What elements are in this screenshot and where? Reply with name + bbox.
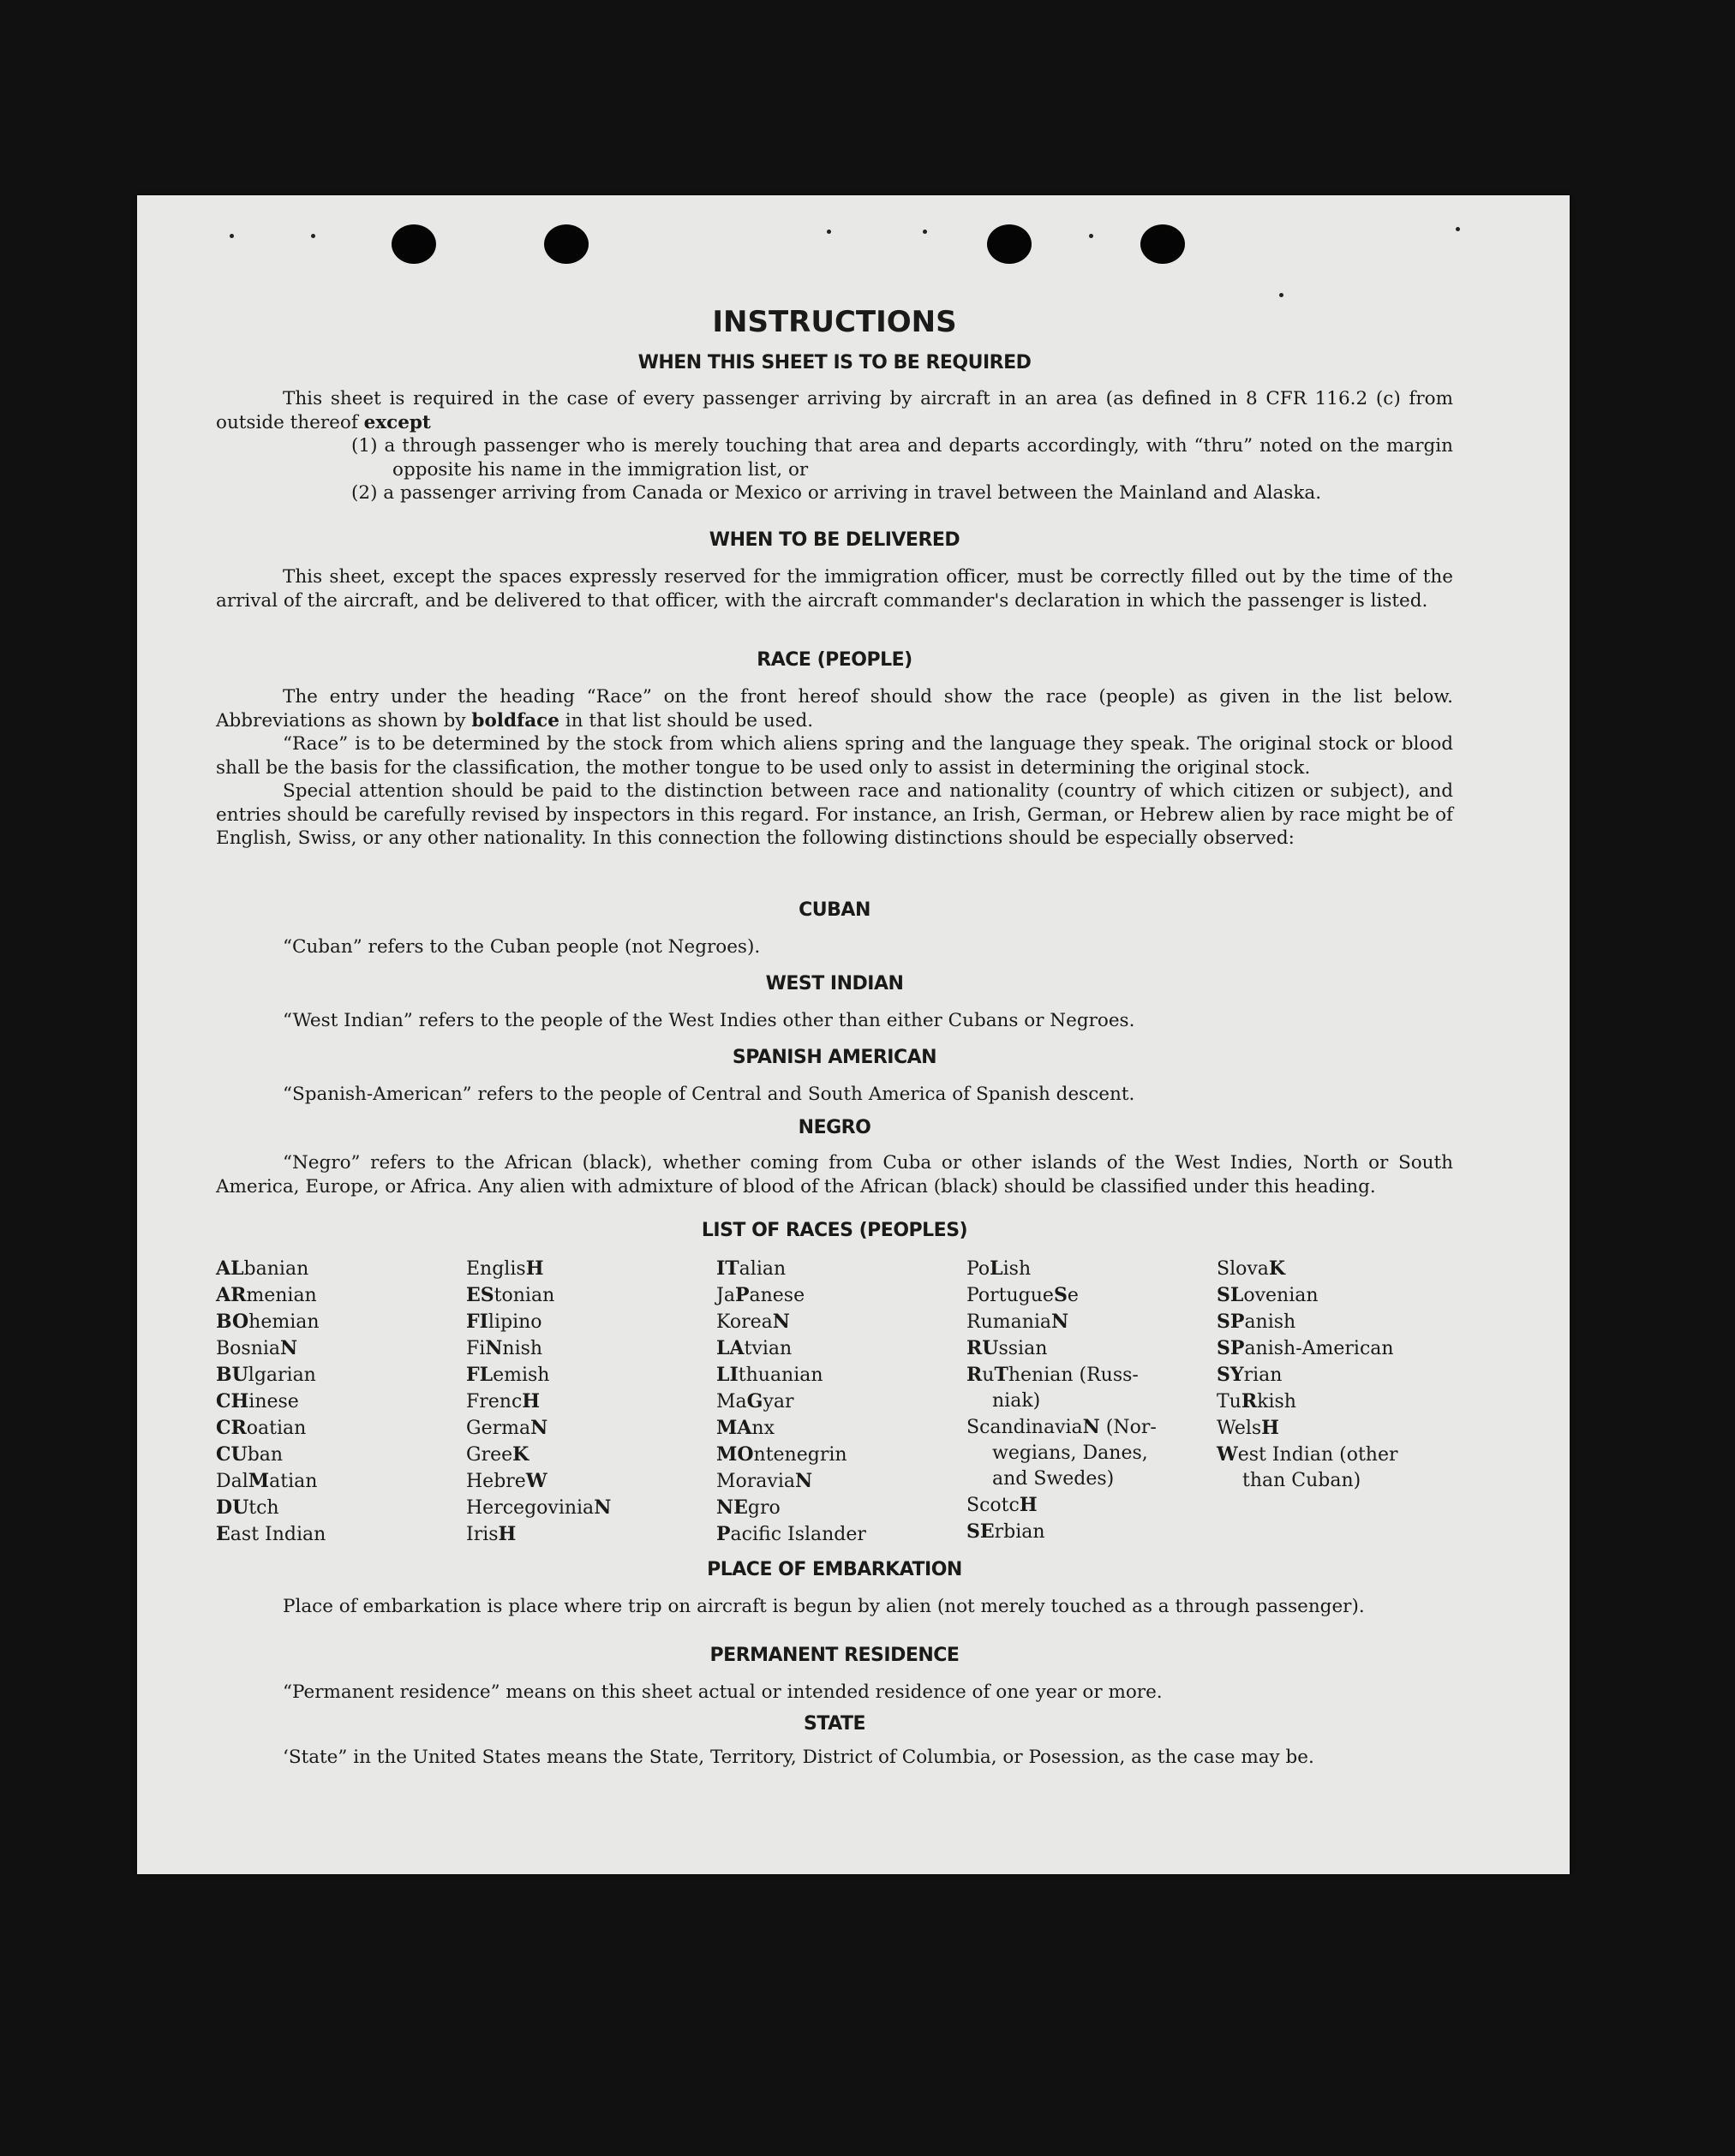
- race-abbreviation: T: [994, 1364, 1008, 1386]
- race-text: Rumania: [966, 1311, 1052, 1333]
- race-entry: [716, 1309, 965, 1335]
- race-entry: [216, 1415, 464, 1442]
- race-entry: [716, 1335, 965, 1362]
- race-text: alian: [739, 1258, 787, 1280]
- heading-spanish-american: SPANISH AMERICAN: [732, 1047, 937, 1068]
- race-text: Moravia: [716, 1471, 795, 1492]
- race-abbreviation: H: [1261, 1417, 1279, 1439]
- race-text: anish-American: [1244, 1338, 1394, 1359]
- race-abbreviation: IT: [716, 1257, 739, 1280]
- race-entry: [716, 1389, 965, 1415]
- race-text: niak): [992, 1390, 1041, 1412]
- race-abbreviation: H: [525, 1257, 544, 1280]
- race-abbreviation: LA: [716, 1337, 745, 1359]
- section-state: [216, 1746, 1453, 1770]
- speck: [230, 234, 234, 238]
- race-text: gro: [747, 1497, 781, 1519]
- paragraph: “Spanish-American” refers to the people of Central and South America of Spanish descent.: [283, 1084, 1135, 1105]
- race-text: Bosnia: [216, 1338, 281, 1359]
- section-spanish-american: [216, 1083, 1453, 1107]
- race-text: yar: [763, 1391, 794, 1412]
- race-text: ast Indian: [230, 1524, 326, 1545]
- race-text: Germa: [466, 1418, 531, 1439]
- race-text: Scotc: [966, 1495, 1020, 1516]
- instruction-sheet: [137, 195, 1570, 1874]
- race-abbreviation: H: [522, 1390, 541, 1412]
- race-entry: [1217, 1362, 1465, 1389]
- race-column: [966, 1256, 1215, 1545]
- section-negro: [216, 1151, 1453, 1198]
- race-text: Korea: [716, 1311, 773, 1333]
- race-text: (Nor-: [1099, 1417, 1157, 1438]
- race-text: u: [982, 1365, 995, 1386]
- race-text: Englis: [466, 1258, 526, 1280]
- paragraph-text: The entry under the heading “Race” on the front hereof should show the race (people) as given in the list below. Abbreviations as shown by: [216, 686, 1453, 732]
- race-text: Slova: [1217, 1258, 1269, 1280]
- section-cuban: [216, 935, 1453, 959]
- page-title: INSTRUCTIONS: [712, 305, 957, 339]
- race-abbreviation: AL: [216, 1257, 244, 1280]
- paragraph: “West Indian” refers to the people of the West Indies other than either Cubans or Negroes.: [283, 1010, 1135, 1031]
- paragraph: “Negro” refers to the African (black), whether coming from Cuba or other islands of the West Indies, North or South America, Europe, or Africa. Any alien with admixture of blood of the African (black) should be classified under this heading.: [216, 1152, 1453, 1197]
- race-entry: [966, 1335, 1215, 1362]
- race-entry: [466, 1389, 715, 1415]
- race-text: ish: [1002, 1258, 1032, 1280]
- race-entry: [966, 1441, 1215, 1466]
- race-entry: [716, 1362, 965, 1389]
- race-entry: [716, 1415, 965, 1442]
- race-text: rbian: [994, 1521, 1045, 1543]
- race-abbreviation: S: [1053, 1284, 1068, 1306]
- section-when-required: [216, 387, 1453, 505]
- race-entry: [466, 1309, 715, 1335]
- section-race: [216, 685, 1453, 851]
- race-entry: [216, 1468, 464, 1495]
- race-abbreviation: N: [795, 1470, 813, 1492]
- race-entry: [966, 1492, 1215, 1519]
- race-abbreviation: W: [525, 1470, 547, 1492]
- race-text: Portugue: [966, 1285, 1054, 1306]
- race-entry: [716, 1256, 965, 1282]
- heading-west-indian: WEST INDIAN: [765, 973, 904, 994]
- race-abbreviation: H: [498, 1523, 517, 1545]
- race-text: kish: [1257, 1391, 1296, 1412]
- race-text: nish: [502, 1338, 543, 1359]
- race-text: inese: [248, 1391, 299, 1412]
- paragraph: ‘State” in the United States means the State, Territory, District of Columbia, or Posession, as the case may be.: [283, 1747, 1314, 1768]
- race-text: tonian: [494, 1285, 555, 1306]
- race-text: emish: [493, 1365, 550, 1386]
- race-abbreviation: H: [1019, 1494, 1038, 1516]
- race-abbreviation: BO: [216, 1311, 249, 1333]
- race-abbreviation: R: [966, 1364, 983, 1386]
- race-abbreviation: DU: [216, 1496, 249, 1519]
- race-abbreviation: M: [248, 1470, 270, 1492]
- speck: [1279, 293, 1283, 297]
- race-text: lgarian: [248, 1365, 316, 1386]
- race-text: than Cuban): [1242, 1470, 1361, 1491]
- race-abbreviation: MO: [716, 1443, 754, 1466]
- paragraph: [216, 685, 1453, 732]
- race-entry: [966, 1466, 1215, 1492]
- race-entry: [466, 1495, 715, 1521]
- race-abbreviation: N: [530, 1417, 548, 1439]
- race-entry: [216, 1282, 464, 1309]
- race-abbreviation: N: [594, 1496, 612, 1519]
- race-text: Gree: [466, 1444, 513, 1466]
- paragraph-text: This sheet is required in the case of every passenger arriving by aircraft in an area (as defined in 8 CFR 116.2 (c) from outside thereof: [216, 388, 1453, 433]
- paragraph: Special attention should be paid to the distinction between race and nationality (country of which citizen or subject), and entries should be carefully revised by inspectors in this regard. For instance, an Irish, German, or Hebrew alien by race might be of English, Swiss, or any other nationality. In this connection the following distinctions should be especially observed:: [216, 780, 1453, 849]
- race-entry: [966, 1256, 1215, 1282]
- race-entry: [966, 1362, 1215, 1389]
- race-entry: [1217, 1256, 1465, 1282]
- race-entry: [216, 1442, 464, 1468]
- paragraph: “Race” is to be determined by the stock from which aliens spring and the language they speak. The original stock or blood shall be the basis for the classification, the mother tongue to be used only to assist in determining the original stock.: [216, 733, 1453, 779]
- race-entry: [716, 1468, 965, 1495]
- race-text: tch: [248, 1497, 279, 1519]
- race-abbreviation: N: [1051, 1311, 1069, 1333]
- race-abbreviation: P: [716, 1523, 731, 1545]
- section-permanent-residence: [216, 1681, 1453, 1705]
- list-item: (2) a passenger arriving from Canada or Mexico or arriving in travel between the Mainland and Alaska.: [351, 482, 1322, 504]
- race-text: ssian: [998, 1338, 1048, 1359]
- speck: [923, 230, 927, 234]
- race-abbreviation: RU: [966, 1337, 999, 1359]
- race-text: Fi: [466, 1338, 486, 1359]
- speck: [311, 234, 315, 238]
- race-entry: [716, 1521, 965, 1548]
- race-abbreviation: P: [734, 1284, 750, 1306]
- race-abbreviation: L: [990, 1257, 1003, 1280]
- race-text: Hebre: [466, 1471, 526, 1492]
- race-entry: [716, 1442, 965, 1468]
- heading-negro: NEGRO: [798, 1117, 871, 1138]
- race-abbreviation: LI: [716, 1364, 739, 1386]
- race-entry: [1217, 1415, 1465, 1442]
- race-text: menian: [246, 1285, 317, 1306]
- punch-hole: [1140, 224, 1185, 264]
- race-entry: [216, 1362, 464, 1389]
- race-abbreviation: NE: [716, 1496, 748, 1519]
- race-abbreviation: K: [512, 1443, 529, 1466]
- race-column: [216, 1256, 464, 1548]
- race-entry: [466, 1256, 715, 1282]
- race-abbreviation: AR: [216, 1284, 247, 1306]
- race-abbreviation: BU: [216, 1364, 248, 1386]
- race-abbreviation: E: [216, 1523, 230, 1545]
- race-entry: [966, 1389, 1215, 1414]
- paragraph: This sheet, except the spaces expressly reserved for the immigration officer, must be correctly filled out by the time of the arrival of the aircraft, and be delivered to that officer, with the aircraft commander's declaration in which the passenger is listed.: [216, 566, 1453, 612]
- race-text: Tu: [1217, 1391, 1241, 1412]
- race-column: [716, 1256, 965, 1548]
- race-text: hemian: [248, 1311, 320, 1333]
- race-abbreviation: MA: [716, 1417, 752, 1439]
- race-entry: [466, 1335, 715, 1362]
- race-text: wegians, Danes,: [992, 1442, 1148, 1464]
- race-entry: [216, 1521, 464, 1548]
- race-entry: [466, 1362, 715, 1389]
- race-entry: [466, 1415, 715, 1442]
- race-text: and Swedes): [992, 1468, 1115, 1490]
- race-entry: [1217, 1389, 1465, 1415]
- section-west-indian: [216, 1009, 1453, 1033]
- paragraph: “Cuban” refers to the Cuban people (not Negroes).: [283, 936, 761, 958]
- heading-state: STATE: [804, 1713, 865, 1735]
- race-abbreviation: CU: [216, 1443, 248, 1466]
- paragraph: “Permanent residence” means on this sheet actual or intended residence of one year or more.: [283, 1681, 1163, 1703]
- speck: [827, 230, 831, 234]
- race-entry: [466, 1468, 715, 1495]
- race-text: nx: [751, 1418, 775, 1439]
- paragraph: [216, 387, 1453, 434]
- heading-list-of-races: LIST OF RACES (PEOPLES): [701, 1220, 968, 1241]
- race-text: tvian: [744, 1338, 793, 1359]
- race-entry: [1217, 1442, 1465, 1468]
- race-text: Ja: [716, 1285, 735, 1306]
- race-entry: [1217, 1282, 1465, 1309]
- list-item: (1) a through passenger who is merely touching that area and departs accordingly, with “thru” noted on the margin opposite his name in the immigration list, or: [351, 435, 1453, 481]
- race-abbreviation: K: [1268, 1257, 1286, 1280]
- race-text: lipino: [488, 1311, 542, 1333]
- heading-permanent-residence: PERMANENT RESIDENCE: [709, 1645, 960, 1666]
- race-abbreviation: ES: [466, 1284, 494, 1306]
- race-abbreviation: CH: [216, 1390, 249, 1412]
- race-text: atian: [269, 1471, 318, 1492]
- race-entry: [966, 1309, 1215, 1335]
- heading-when-delivered: WHEN TO BE DELIVERED: [709, 529, 960, 551]
- speck: [1089, 234, 1093, 238]
- race-text: acific Islander: [730, 1524, 866, 1545]
- race-abbreviation: R: [1241, 1390, 1258, 1412]
- race-text: Hercegovinia: [466, 1497, 595, 1519]
- race-text: ovenian: [1243, 1285, 1319, 1306]
- race-abbreviation: SE: [966, 1520, 995, 1543]
- race-text: thuanian: [738, 1365, 823, 1386]
- race-text: Dal: [216, 1471, 248, 1492]
- race-entry: [216, 1335, 464, 1362]
- race-text: oatian: [246, 1418, 307, 1439]
- race-abbreviation: N: [1082, 1416, 1100, 1438]
- race-abbreviation: N: [485, 1337, 503, 1359]
- race-text: Po: [966, 1258, 990, 1280]
- heading-race: RACE (PEOPLE): [757, 649, 912, 671]
- race-entry: [216, 1309, 464, 1335]
- race-text: anish: [1244, 1311, 1296, 1333]
- race-abbreviation: SP: [1217, 1311, 1245, 1333]
- race-abbreviation: SP: [1217, 1337, 1245, 1359]
- race-text: e: [1067, 1285, 1079, 1306]
- race-text: ban: [247, 1444, 284, 1466]
- race-abbreviation: W: [1217, 1443, 1238, 1466]
- race-text: Wels: [1217, 1418, 1262, 1439]
- race-text: ntenegrin: [753, 1444, 847, 1466]
- race-entry: [466, 1442, 715, 1468]
- section-when-delivered: [216, 565, 1453, 612]
- paragraph: Place of embarkation is place where trip on aircraft is begun by alien (not merely touched as a through passenger).: [283, 1596, 1365, 1617]
- race-text: Frenc: [466, 1391, 523, 1412]
- heading-embarkation: PLACE OF EMBARKATION: [707, 1559, 962, 1580]
- race-entry: [1217, 1335, 1465, 1362]
- race-entry: [1217, 1309, 1465, 1335]
- race-text: Ma: [716, 1391, 747, 1412]
- race-entry: [716, 1282, 965, 1309]
- race-entry: [216, 1256, 464, 1282]
- race-text: Scandinavia: [966, 1417, 1083, 1438]
- race-text: henian (Russ-: [1008, 1365, 1139, 1386]
- race-abbreviation: N: [772, 1311, 790, 1333]
- section-embarkation: [216, 1595, 1453, 1619]
- heading-when-required: WHEN THIS SHEET IS TO BE REQUIRED: [637, 352, 1032, 373]
- race-abbreviation: SY: [1217, 1364, 1244, 1386]
- race-text: rian: [1243, 1365, 1283, 1386]
- race-entry: [966, 1519, 1215, 1545]
- punch-hole: [392, 224, 436, 264]
- race-abbreviation: SL: [1217, 1284, 1244, 1306]
- punch-hole: [544, 224, 589, 264]
- race-text: banian: [243, 1258, 309, 1280]
- race-column: [1217, 1256, 1465, 1494]
- race-text: Iris: [466, 1524, 499, 1545]
- race-entry: [966, 1414, 1215, 1441]
- race-abbreviation: N: [280, 1337, 298, 1359]
- paragraph-text: in that list should be used.: [565, 709, 814, 732]
- heading-cuban: CUBAN: [799, 899, 870, 921]
- race-text: anese: [749, 1285, 805, 1306]
- race-entry: [966, 1282, 1215, 1309]
- race-abbreviation: G: [746, 1390, 763, 1412]
- race-abbreviation: FL: [466, 1364, 494, 1386]
- punch-hole: [987, 224, 1032, 264]
- emphasis-boldface: boldface: [471, 709, 559, 732]
- race-entry: [216, 1495, 464, 1521]
- race-abbreviation: CR: [216, 1417, 247, 1439]
- race-column: [466, 1256, 715, 1548]
- race-entry: [466, 1282, 715, 1309]
- race-entry: [1217, 1468, 1465, 1494]
- emphasis-except: except: [363, 411, 431, 433]
- race-entry: [716, 1495, 965, 1521]
- race-entry: [466, 1521, 715, 1548]
- race-entry: [216, 1389, 464, 1415]
- race-text: est Indian (other: [1237, 1444, 1398, 1466]
- speck: [1456, 227, 1460, 231]
- race-abbreviation: FI: [466, 1311, 488, 1333]
